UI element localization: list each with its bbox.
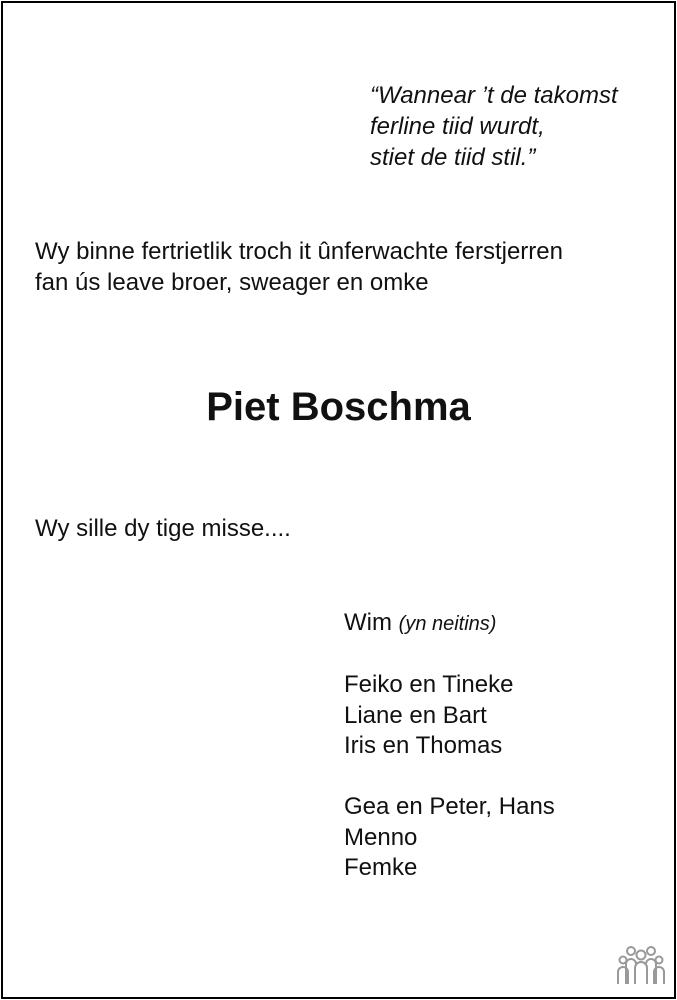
intro-line: Wy binne fertrietlik troch it ûnferwachte ferstjerren <box>35 238 563 265</box>
family-line: Iris en Thomas <box>344 732 503 759</box>
people-group-icon <box>617 944 665 986</box>
closing-text: Wy sille dy tige misse.... <box>35 515 291 542</box>
quote-block <box>370 80 660 173</box>
family-list <box>344 608 555 884</box>
quote-line: ferline tiid wurdt, <box>370 113 545 140</box>
quote-line: “Wannear ’t de takomst <box>370 82 618 109</box>
family-line <box>344 608 555 640</box>
family-group <box>344 670 555 762</box>
family-group <box>344 792 555 884</box>
quote-line: stiet de tiid stil.” <box>370 144 536 171</box>
intro-line: fan ús leave broer, sweager en omke <box>35 269 429 296</box>
family-group <box>344 608 555 640</box>
family-line: Menno <box>344 823 418 851</box>
family-line: Liane en Bart <box>344 701 487 729</box>
family-line: Gea en Peter, Hans <box>344 793 555 820</box>
family-member: Wim <box>344 609 392 636</box>
family-line: Femke <box>344 854 418 881</box>
deceased-name: Piet Boschma <box>206 385 471 429</box>
family-line: Feiko en Tineke <box>344 671 514 698</box>
family-member-note: (yn neitins) <box>398 613 497 635</box>
intro-text <box>35 236 655 298</box>
